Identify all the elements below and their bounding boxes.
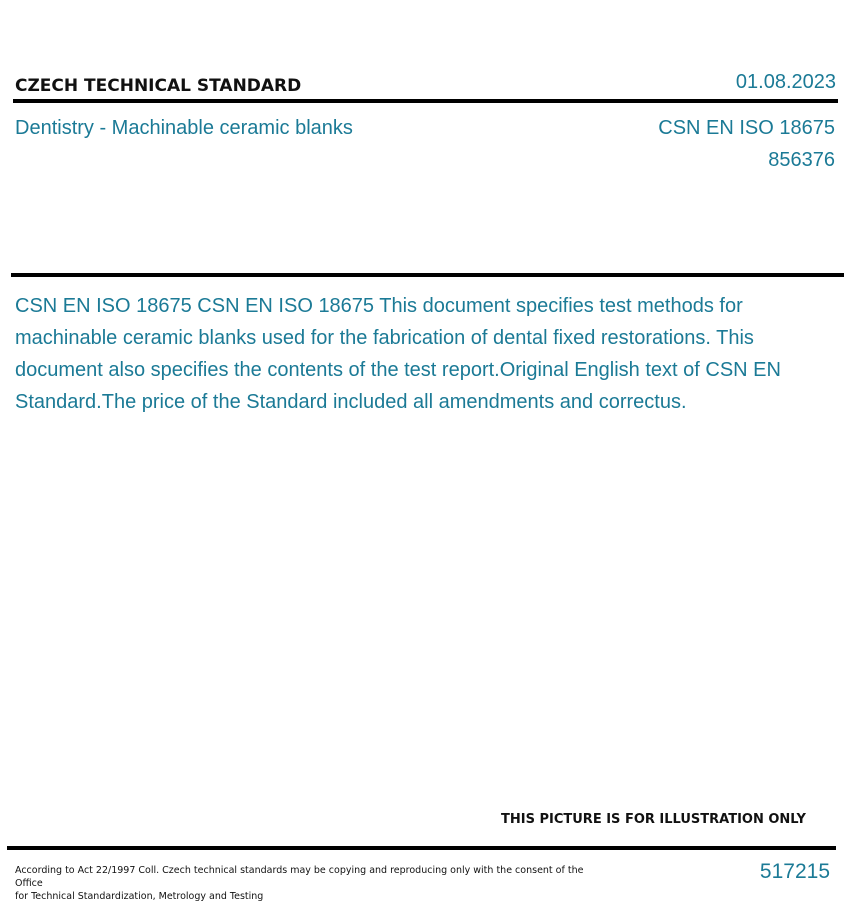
- standard-number: CSN EN ISO 18675: [658, 117, 835, 139]
- document-title: Dentistry - Machinable ceramic blanks: [15, 117, 353, 139]
- header-divider: [13, 99, 838, 103]
- illustration-note: THIS PICTURE IS FOR ILLUSTRATION ONLY: [501, 812, 806, 827]
- footer-legal-line-1: According to Act 22/1997 Coll. Czech technical standards may be copying and reproducing only with the consent of the Office: [15, 865, 584, 889]
- footer-legal-notice: [15, 864, 585, 903]
- footer-document-id: 517215: [759, 860, 830, 883]
- section-divider: [11, 273, 844, 277]
- catalog-number: 856376: [768, 149, 835, 171]
- standard-date: 01.08.2023: [735, 71, 836, 93]
- document-description: CSN EN ISO 18675 CSN EN ISO 18675 This document specifies test methods for machinable ceramic blanks used for the fabrication of dental fixed restorations. This document also specifies the contents of the test report.Original English text of CSN EN Standard.The price of the Standard included all amendments and correctus.: [15, 295, 781, 413]
- footer-legal-line-2: for Technical Standardization, Metrology and Testing: [15, 891, 264, 902]
- footer-divider: [7, 846, 836, 850]
- header-title: CZECH TECHNICAL STANDARD: [15, 76, 302, 96]
